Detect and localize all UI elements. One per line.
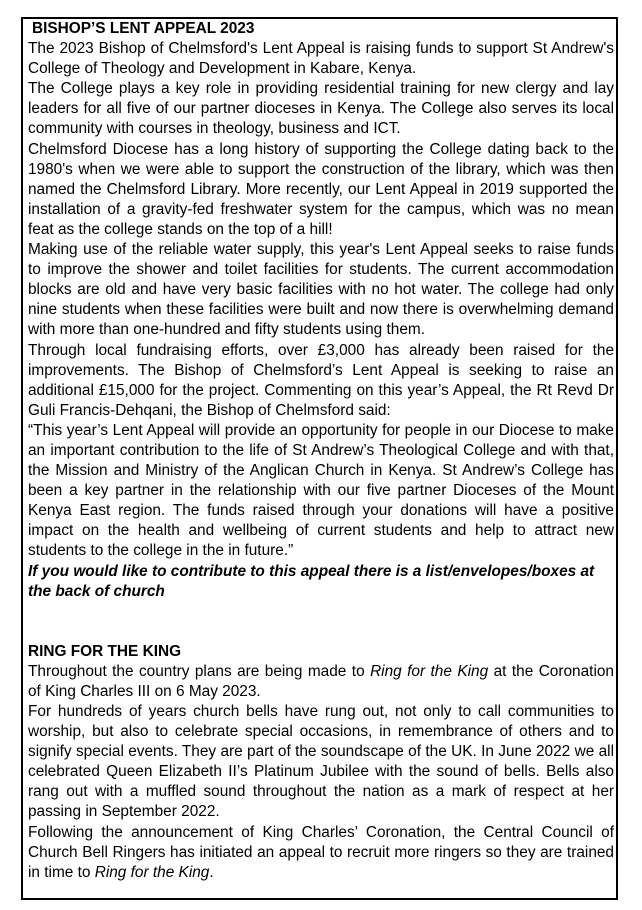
- ring-for-king-paragraph: Following the announcement of King Charles’ Coronation, the Central Council of Church Bell Ringers has initiated an appeal to recruit more ringers so they are trained in time to Ring for the King.: [28, 823, 614, 881]
- lent-appeal-paragraph: The 2023 Bishop of Chelmsford's Lent Appeal is raising funds to support St Andrew's College of Theology and Development in Kabare, Kenya.: [28, 40, 614, 78]
- lent-appeal-paragraph: Through local fundraising efforts, over £3,000 has already been raised for the improvements. The Bishop of Chelmsford’s Lent Appeal is seeking to raise an additional £15,000 for the project. Commenting on this year’s Appeal, the Rt Revd Dr Guli Francis-Dehqani, the Bishop of Chelmsford said:: [28, 341, 614, 419]
- lent-appeal-paragraph: Chelmsford Diocese has a long history of supporting the College dating back to the 1980's when we were able to support the construction of the library, which was then named the Chelmsford Library. More recently, our Lent Appeal in 2019 supported the installation of a gravity-fed freshwater system for the campus, which was no mean feat as the college stands on the top of a hill!: [28, 140, 614, 238]
- bishop-quote: “This year’s Lent Appeal will provide an opportunity for people in our Diocese to make an important contribution to the life of St Andrew’s Theological College and with that, the Mission and Ministry of the Anglican Church in Kenya. St Andrew’s College has been a key partner in the relationship with our five partner Dioceses of the Mount Kenya East region. The funds raised through your donations will have a positive impact on the health and wellbeing of current students and help to attract new students to the college in the in future.”: [28, 421, 614, 560]
- lent-appeal-paragraph: The College plays a key role in providing residential training for new clergy and lay leaders for all five of our partner dioceses in Kenya. The College also serves its local community with courses in theology, business and ICT.: [28, 80, 614, 138]
- ring-for-king-paragraph: For hundreds of years church bells have rung out, not only to call communities to worship, but also to celebrate special occasions, in remembrance of others and to signify special events. They are part of the soundscape of the UK. In June 2022 we all celebrated Queen Elizabeth II’s Platinum Jubilee with the sound of bells. Bells also rang out with a muffled sound throughout the nation as a mark of respect at her passing in September 2022.: [28, 703, 614, 821]
- contribution-callout: If you would like to contribute to this appeal there is a list/envelopes/boxes at the back of church: [28, 562, 595, 600]
- ring-for-king-section: [28, 642, 614, 883]
- lent-appeal-paragraph: Making use of the reliable water supply, this year's Lent Appeal seeks to raise funds to improve the shower and toilet facilities for students. The current accommodation blocks are old and have very basic facilities with no hot water. The college had only nine students when these facilities were built and now there is overwhelming demand with more than one-hundred and fifty students using them.: [28, 241, 614, 339]
- section-spacer: [28, 602, 614, 642]
- ring-for-king-paragraph: Throughout the country plans are being made to Ring for the King at the Coronation of King Charles III on 6 May 2023.: [28, 662, 614, 700]
- lent-appeal-section: [28, 19, 614, 602]
- newsletter-content: [28, 19, 614, 883]
- lent-appeal-title: BISHOP’S LENT APPEAL 2023: [32, 20, 255, 37]
- ring-for-king-title: RING FOR THE KING: [28, 642, 182, 660]
